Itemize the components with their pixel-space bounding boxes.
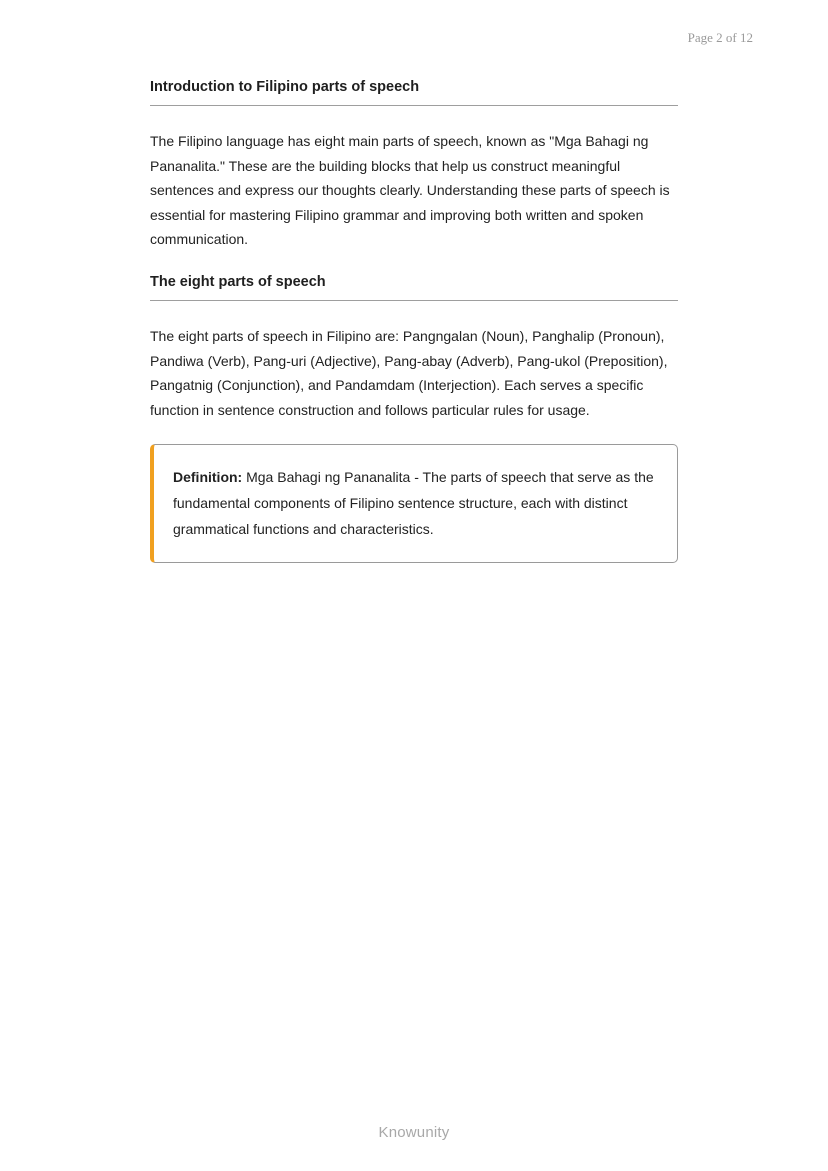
document-content [150, 79, 678, 563]
definition-callout [150, 444, 678, 563]
definition-text: Mga Bahagi ng Pananalita - The parts of speech that serve as the fundamental components of Filipino sentence structure, each with distinct grammatical functions and characteristics. [173, 469, 654, 537]
page-number: Page 2 of 12 [687, 30, 753, 45]
footer-brand: Knowunity [378, 1124, 450, 1141]
section-heading-introduction: Introduction to Filipino parts of speech [150, 79, 678, 106]
introduction-paragraph: The Filipino language has eight main parts of speech, known as "Mga Bahagi ng Pananalita." These are the building blocks that help us construct meaningful sentences and express our thoughts clearly. Understanding these parts of speech is essential for mastering Filipino grammar and improving both written and spoken communication. [150, 133, 670, 248]
definition-label: Definition: [173, 469, 243, 486]
eight-parts-paragraph: The eight parts of speech in Filipino are: Pangngalan (Noun), Panghalip (Pronoun), Pandiwa (Verb), Pang-uri (Adjective), Pang-abay (Adverb), Pang-ukol (Preposition), Pangatnig (Conjunction), and Pandamdam (Interjection). Each serves a specific function in sentence construction and follows particular rules for usage. [150, 327, 668, 418]
section-heading-eight-parts: The eight parts of speech [150, 274, 678, 301]
